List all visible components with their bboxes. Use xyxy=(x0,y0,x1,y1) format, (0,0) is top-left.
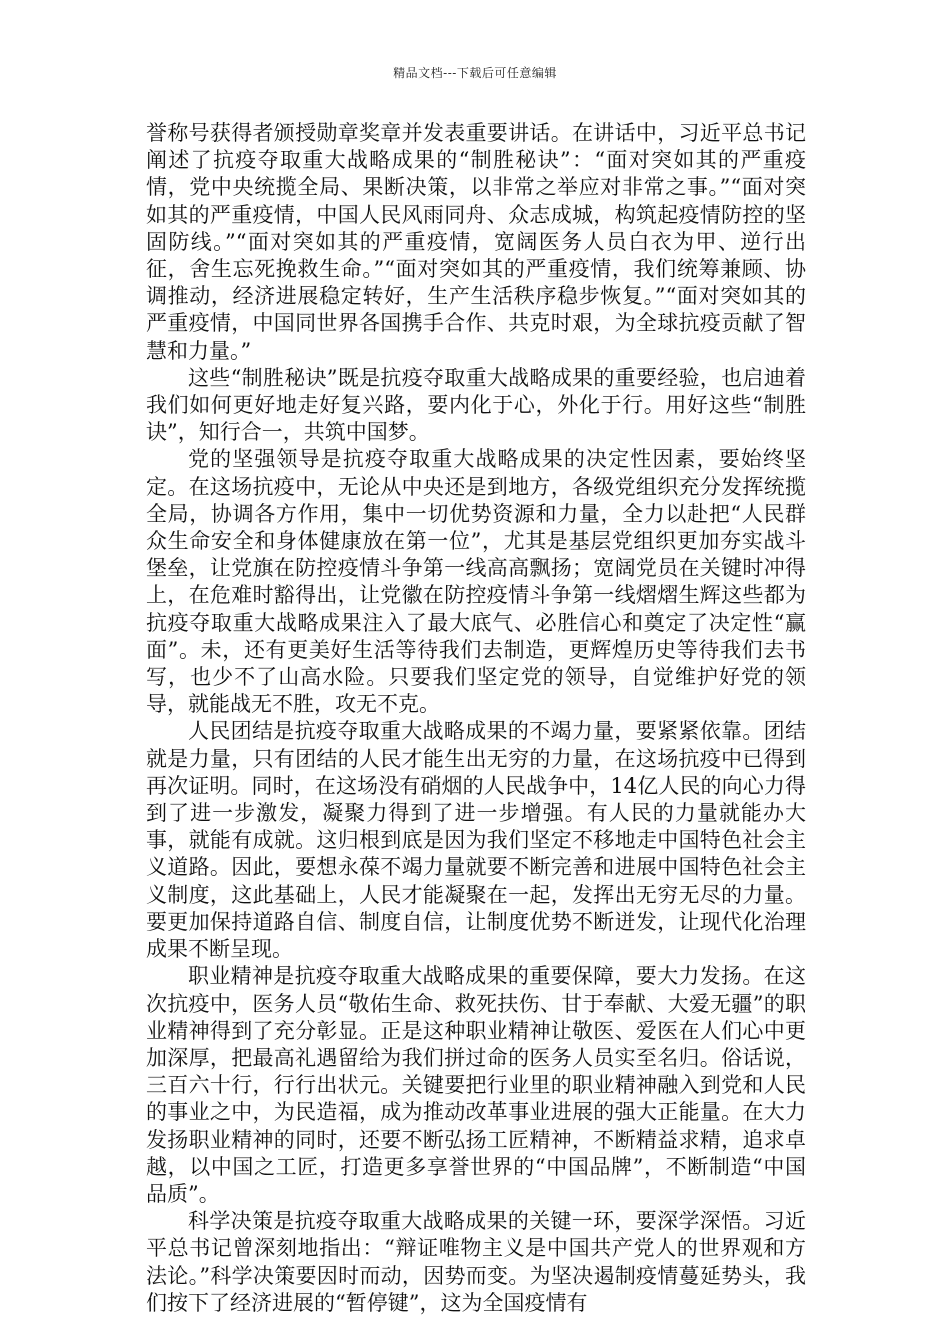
page-header: 精品文档---下载后可任意编辑 xyxy=(393,66,557,80)
paragraph-scientific-decision: 科学决策是抗疫夺取重大战略成果的关键一环，要深学深悟。习近平总书记曾深刻地指出：“辩证唯物主义是中国共产党人的世界观和方法论。”科学决策要因时而动，因势而变。为坚决遏制疫情蔓延势头，我们按下了经济进展的“暂停键”，这为全国疫情有 xyxy=(146,1209,806,1315)
paragraph-secrets: 这些“制胜秘诀”既是抗疫夺取重大战略成果的重要经验，也启迪着我们如何更好地走好复兴路，要内化于心，外化于行。用好这些“制胜诀”，知行合一，共筑中国梦。 xyxy=(146,365,806,445)
paragraph-people-unity: 人民团结是抗疫夺取重大战略成果的不竭力量，要紧紧依靠。团结就是力量，只有团结的人民才能生出无穷的力量，在这场抗疫中已得到再次证明。同时，在这场没有硝烟的人民战争中，14亿人民的向心力得到了进一步激发，凝聚力得到了进一步增强。有人民的力量就能办大事，就能有成就。这归根到底是因为我们坚定不移地走中国特色社会主义道路。因此，要想永葆不竭力量就要不断完善和进展中国特色社会主义制度，这此基础上，人民才能凝聚在一起，发挥出无穷无尽的力量。要更加保持道路自信、制度自信，让制度优势不断迸发，让现代化治理成果不断呈现。 xyxy=(146,719,806,962)
document-body xyxy=(146,120,806,1317)
paragraph-professional-spirit: 职业精神是抗疫夺取重大战略成果的重要保障，要大力发扬。在这次抗疫中，医务人员“敬佑生命、救死扶伤、甘于奉献、大爱无疆”的职业精神得到了充分彰显。正是这种职业精神让敬医、爱医在人们心中更加深厚，把最高礼遇留给为我们拼过命的医务人员实至名归。俗话说，三百六十行，行行出状元。关键要把行业里的职业精神融入到党和人民的事业之中，为民造福，成为推动改革事业进展的强大正能量。在大力发扬职业精神的同时，还要不断弘扬工匠精神，不断精益求精，追求卓越，以中国之工匠，打造更多享誉世界的“中国品牌”，不断制造“中国品质”。 xyxy=(146,964,806,1206)
paragraph-party-leadership: 党的坚强领导是抗疫夺取重大战略成果的决定性因素，要始终坚定。在这场抗疫中，无论从中央还是到地方，各级党组织充分发挥统揽全局，协调各方作用，集中一切优势资源和力量，全力以赴把“人民群众生命安全和身体健康放在第一位”，尤其是基层党组织更加夯实战斗堡垒，让党旗在防控疫情斗争第一线高高飘扬；宽阔党员在关键时冲得上，在危难时豁得出，让党徽在防控疫情斗争第一线熠熠生辉这些都为抗疫夺取重大战略成果注入了最大底气、必胜信心和奠定了决定性“赢面”。未，还有更美好生活等待我们去制造，更辉煌历史等待我们去书写，也少不了山高水险。只要我们坚定党的领导，自觉维护好党的领导，就能战无不胜，攻无不克。 xyxy=(146,447,806,717)
paragraph-continuation: 誉称号获得者颁授勋章奖章并发表重要讲话。在讲话中，习近平总书记阐述了抗疫夺取重大战略成果的“制胜秘诀”：“面对突如其的严重疫情，党中央统揽全局、果断决策，以非常之举应对非常之事。”“面对突如其的严重疫情，中国人民风雨同舟、众志成城，构筑起疫情防控的坚固防线。”“面对突如其的严重疫情，宽阔医务人员白衣为甲、逆行出征，舍生忘死挽救生命。”“面对突如其的严重疫情，我们统筹兼顾、协调推动，经济进展稳定转好，生产生活秩序稳步恢复。”“面对突如其的严重疫情，中国同世界各国携手合作、共克时艰，为全球抗疫贡献了智慧和力量。” xyxy=(146,121,806,363)
